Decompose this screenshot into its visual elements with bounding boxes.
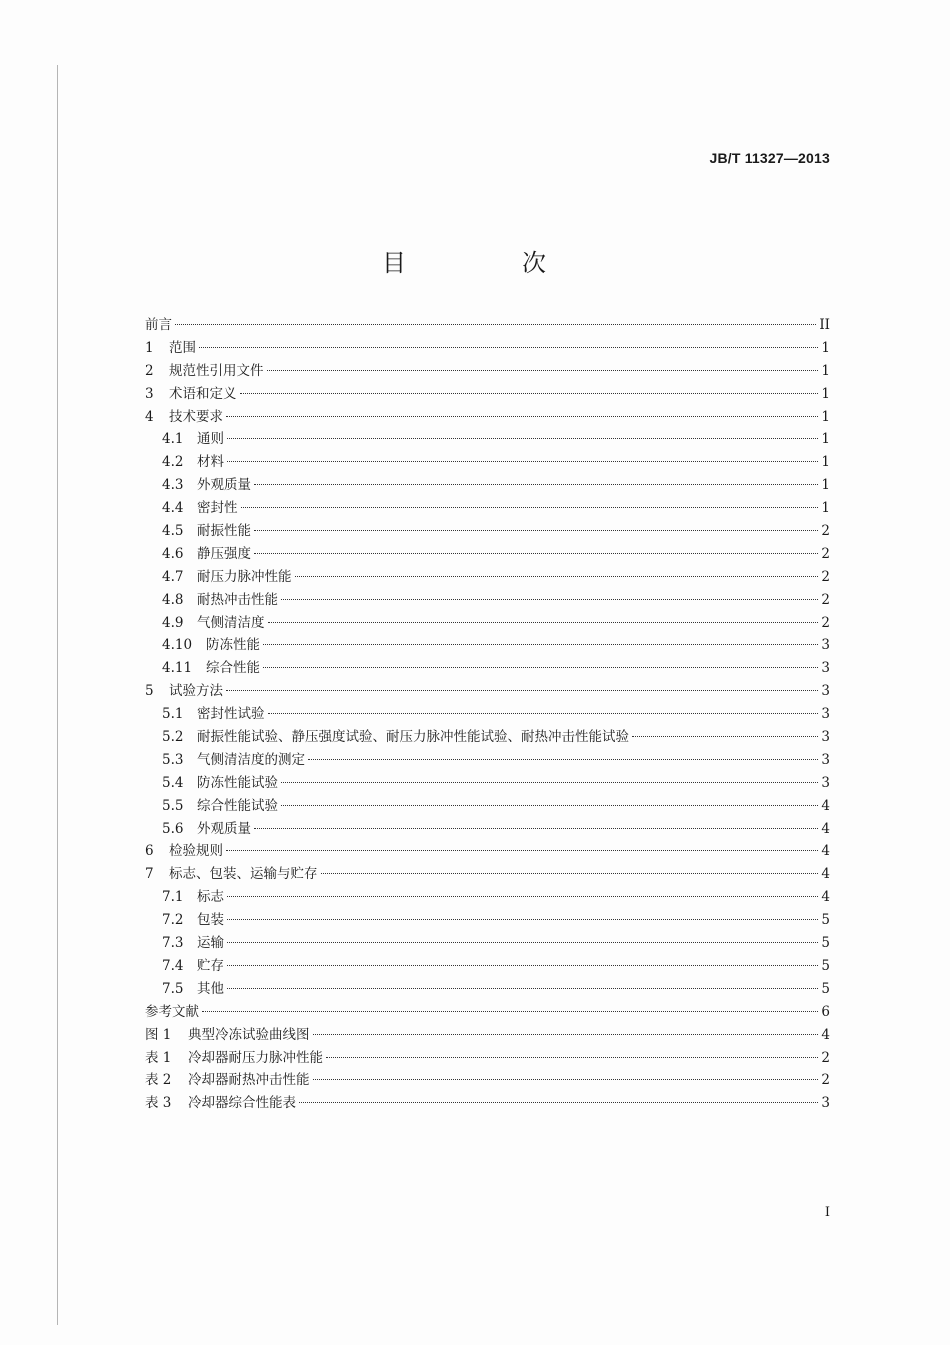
toc-entry-number: 5.2	[162, 729, 184, 746]
toc-leader-dots	[313, 1079, 819, 1080]
toc-entry-4-5[interactable]	[145, 520, 830, 543]
toc-entry-7-3[interactable]	[145, 932, 830, 955]
toc-leader-dots	[281, 805, 818, 806]
toc-entry-page: 4	[821, 1026, 830, 1043]
toc-entry-page: II	[819, 317, 830, 333]
toc-entry-4[interactable]	[145, 406, 830, 429]
toc-entry-table-2[interactable]	[145, 1069, 830, 1092]
toc-entry-label: 试验方法	[169, 683, 223, 700]
toc-entry-label: 检验规则	[169, 843, 223, 860]
toc-entry-label: 耐热冲击性能	[197, 591, 278, 608]
toc-leader-dots	[227, 461, 818, 462]
toc-entry-4-3[interactable]	[145, 474, 830, 497]
toc-entry-page: 1	[821, 408, 830, 425]
toc-entry-page: 1	[821, 500, 830, 517]
toc-entry-7-5[interactable]	[145, 978, 830, 1001]
toc-entry-page: 3	[821, 706, 830, 723]
toc-entry-page: 3	[821, 729, 830, 746]
toc-entry-label: 密封性	[197, 500, 238, 517]
toc-entry-number: 5.5	[162, 797, 184, 814]
toc-entry-page: 5	[821, 912, 830, 929]
toc-entry-page: 3	[821, 637, 830, 654]
toc-entry-number: 4.9	[162, 614, 184, 631]
toc-entry-page: 6	[821, 1003, 830, 1020]
toc-entry-page: 1	[821, 362, 830, 379]
toc-entry-label: 典型冷冻试验曲线图	[188, 1026, 310, 1043]
toc-entry-5-6[interactable]	[145, 818, 830, 841]
toc-title: 目 次	[382, 249, 592, 277]
toc-entry-number: 4.10	[162, 637, 193, 654]
toc-entry-number: 4.2	[162, 454, 184, 471]
toc-entry-label: 耐压力脉冲性能	[197, 568, 292, 585]
toc-leader-dots	[295, 576, 819, 577]
toc-leader-dots	[268, 713, 819, 714]
toc-entry-label: 静压强度	[197, 545, 251, 562]
toc-entry-label: 前言	[145, 317, 172, 333]
toc-entry-preface[interactable]	[145, 314, 830, 337]
toc-entry-label: 外观质量	[197, 477, 251, 494]
toc-leader-dots	[281, 599, 818, 600]
toc-entry-number: 7.2	[162, 912, 184, 929]
toc-entry-5-2[interactable]	[145, 726, 830, 749]
toc-leader-dots	[227, 942, 818, 943]
toc-leader-dots	[268, 622, 819, 623]
toc-leader-dots	[326, 1057, 818, 1058]
toc-entry-number: 4.4	[162, 500, 184, 517]
toc-entry-label: 气侧清洁度	[197, 614, 265, 631]
toc-entry-7-2[interactable]	[145, 909, 830, 932]
toc-entry-number: 图 1	[145, 1026, 172, 1043]
toc-entry-number: 7.3	[162, 935, 184, 952]
toc-entry-references[interactable]	[145, 1001, 830, 1024]
toc-entry-number: 4.3	[162, 477, 184, 494]
toc-leader-dots	[267, 370, 819, 371]
toc-entry-label: 通则	[197, 431, 224, 448]
toc-entry-label: 冷却器耐压力脉冲性能	[188, 1049, 323, 1066]
toc-entry-table-1[interactable]	[145, 1047, 830, 1070]
toc-entry-5[interactable]	[145, 680, 830, 703]
toc-leader-dots	[175, 324, 816, 325]
toc-leader-dots	[199, 347, 818, 348]
toc-entry-label: 综合性能	[206, 660, 260, 677]
toc-entry-page: 3	[821, 751, 830, 768]
toc-entry-page: 3	[821, 774, 830, 791]
toc-entry-5-5[interactable]	[145, 795, 830, 818]
toc-entry-number: 表 2	[145, 1072, 172, 1089]
toc-entry-page: 4	[821, 797, 830, 814]
toc-leader-dots	[308, 759, 818, 760]
toc-entry-number: 7.1	[162, 889, 184, 906]
toc-entry-number: 1	[145, 339, 154, 356]
toc-entry-page: 1	[821, 339, 830, 356]
toc-entry-1[interactable]	[145, 337, 830, 360]
toc-entry-number: 表 3	[145, 1095, 172, 1112]
toc-entry-label: 气侧清洁度的测定	[197, 751, 305, 768]
toc-entry-number: 3	[145, 385, 154, 402]
toc-entry-page: 2	[821, 545, 830, 562]
toc-leader-dots	[241, 507, 819, 508]
toc-entry-5-1[interactable]	[145, 703, 830, 726]
toc-entry-label: 材料	[197, 454, 224, 471]
toc-leader-dots	[299, 1102, 818, 1103]
toc-entry-4-1[interactable]	[145, 428, 830, 451]
toc-entry-label: 冷却器耐热冲击性能	[188, 1072, 310, 1089]
toc-leader-dots	[321, 873, 819, 874]
toc-entry-number: 7.5	[162, 980, 184, 997]
toc-entry-number: 表 1	[145, 1049, 172, 1066]
toc-entry-4-7[interactable]	[145, 566, 830, 589]
toc-entry-label: 外观质量	[197, 820, 251, 837]
toc-entry-number: 7	[145, 866, 154, 883]
toc-entry-label: 贮存	[197, 957, 224, 974]
toc-leader-dots	[227, 896, 818, 897]
toc-entry-4-6[interactable]	[145, 543, 830, 566]
toc-entry-number: 4.6	[162, 545, 184, 562]
toc-leader-dots	[254, 484, 818, 485]
toc-list	[145, 314, 830, 1115]
toc-entry-page: 2	[821, 591, 830, 608]
toc-entry-page: 1	[821, 385, 830, 402]
toc-entry-page: 5	[821, 980, 830, 997]
toc-entry-label: 技术要求	[169, 408, 223, 425]
toc-leader-dots	[632, 736, 818, 737]
toc-leader-dots	[226, 416, 818, 417]
toc-leader-dots	[226, 850, 818, 851]
toc-entry-page: 2	[821, 1072, 830, 1089]
toc-entry-page: 5	[821, 935, 830, 952]
toc-entry-4-10[interactable]	[145, 634, 830, 657]
toc-entry-page: 4	[821, 889, 830, 906]
toc-entry-number: 5.6	[162, 820, 184, 837]
toc-entry-label: 标志、包装、运输与贮存	[169, 866, 318, 883]
toc-entry-label: 标志	[197, 889, 224, 906]
toc-entry-label: 耐振性能	[197, 523, 251, 540]
toc-entry-label: 规范性引用文件	[169, 362, 264, 379]
toc-entry-figure-1[interactable]	[145, 1024, 830, 1047]
toc-entry-4-9[interactable]	[145, 612, 830, 635]
toc-entry-4-2[interactable]	[145, 451, 830, 474]
toc-entry-4-11[interactable]	[145, 657, 830, 680]
toc-entry-page: 2	[821, 1049, 830, 1066]
toc-entry-number: 4.5	[162, 523, 184, 540]
toc-leader-dots	[202, 1011, 818, 1012]
toc-entry-number: 2	[145, 362, 154, 379]
toc-entry-number: 5.3	[162, 751, 184, 768]
toc-leader-dots	[227, 438, 818, 439]
toc-entry-page: 1	[821, 477, 830, 494]
toc-entry-number: 4.7	[162, 568, 184, 585]
toc-entry-page: 3	[821, 1095, 830, 1112]
toc-leader-dots	[240, 393, 819, 394]
toc-entry-5-3[interactable]	[145, 749, 830, 772]
toc-leader-dots	[226, 690, 818, 691]
toc-entry-number: 4.1	[162, 431, 184, 448]
toc-entry-label: 防冻性能试验	[197, 774, 278, 791]
toc-entry-label: 密封性试验	[197, 706, 265, 723]
toc-leader-dots	[254, 828, 818, 829]
toc-entry-label: 运输	[197, 935, 224, 952]
toc-entry-label: 耐振性能试验、静压强度试验、耐压力脉冲性能试验、耐热冲击性能试验	[197, 729, 629, 746]
toc-leader-dots	[313, 1034, 819, 1035]
toc-entry-number: 4	[145, 408, 154, 425]
toc-entry-label: 参考文献	[145, 1003, 199, 1020]
toc-leader-dots	[227, 988, 818, 989]
toc-entry-4-4[interactable]	[145, 497, 830, 520]
toc-entry-label: 包装	[197, 912, 224, 929]
toc-leader-dots	[227, 965, 818, 966]
toc-entry-number: 4.11	[162, 660, 193, 677]
toc-entry-page: 1	[821, 431, 830, 448]
toc-entry-number: 4.8	[162, 591, 184, 608]
toc-entry-page: 2	[821, 523, 830, 540]
toc-entry-label: 术语和定义	[169, 385, 237, 402]
toc-entry-page: 2	[821, 614, 830, 631]
toc-leader-dots	[281, 782, 818, 783]
page-number: I	[824, 1205, 830, 1220]
toc-entry-number: 6	[145, 843, 154, 860]
toc-entry-4-8[interactable]	[145, 589, 830, 612]
toc-entry-7-4[interactable]	[145, 955, 830, 978]
toc-entry-page: 1	[821, 454, 830, 471]
toc-entry-label: 其他	[197, 980, 224, 997]
toc-leader-dots	[254, 553, 818, 554]
toc-entry-6[interactable]	[145, 840, 830, 863]
standard-number: JB/T 11327—2013	[709, 150, 830, 166]
toc-leader-dots	[254, 530, 818, 531]
toc-entry-page: 3	[821, 683, 830, 700]
toc-entry-page: 4	[821, 820, 830, 837]
toc-entry-table-3[interactable]	[145, 1092, 830, 1115]
toc-entry-number: 7.4	[162, 957, 184, 974]
toc-entry-7[interactable]	[145, 863, 830, 886]
toc-entry-2[interactable]	[145, 360, 830, 383]
toc-entry-page: 2	[821, 568, 830, 585]
toc-entry-7-1[interactable]	[145, 886, 830, 909]
toc-entry-page: 5	[821, 957, 830, 974]
toc-leader-dots	[227, 919, 818, 920]
toc-entry-page: 4	[821, 843, 830, 860]
toc-entry-label: 综合性能试验	[197, 797, 278, 814]
toc-entry-label: 防冻性能	[206, 637, 260, 654]
toc-entry-5-4[interactable]	[145, 772, 830, 795]
toc-entry-number: 5.4	[162, 774, 184, 791]
toc-entry-label: 冷却器综合性能表	[188, 1095, 296, 1112]
toc-entry-3[interactable]	[145, 383, 830, 406]
toc-entry-page: 4	[821, 866, 830, 883]
toc-entry-label: 范围	[169, 339, 196, 356]
toc-leader-dots	[263, 667, 818, 668]
toc-entry-page: 3	[821, 660, 830, 677]
toc-entry-number: 5	[145, 683, 154, 700]
toc-leader-dots	[263, 644, 818, 645]
toc-entry-number: 5.1	[162, 706, 184, 723]
